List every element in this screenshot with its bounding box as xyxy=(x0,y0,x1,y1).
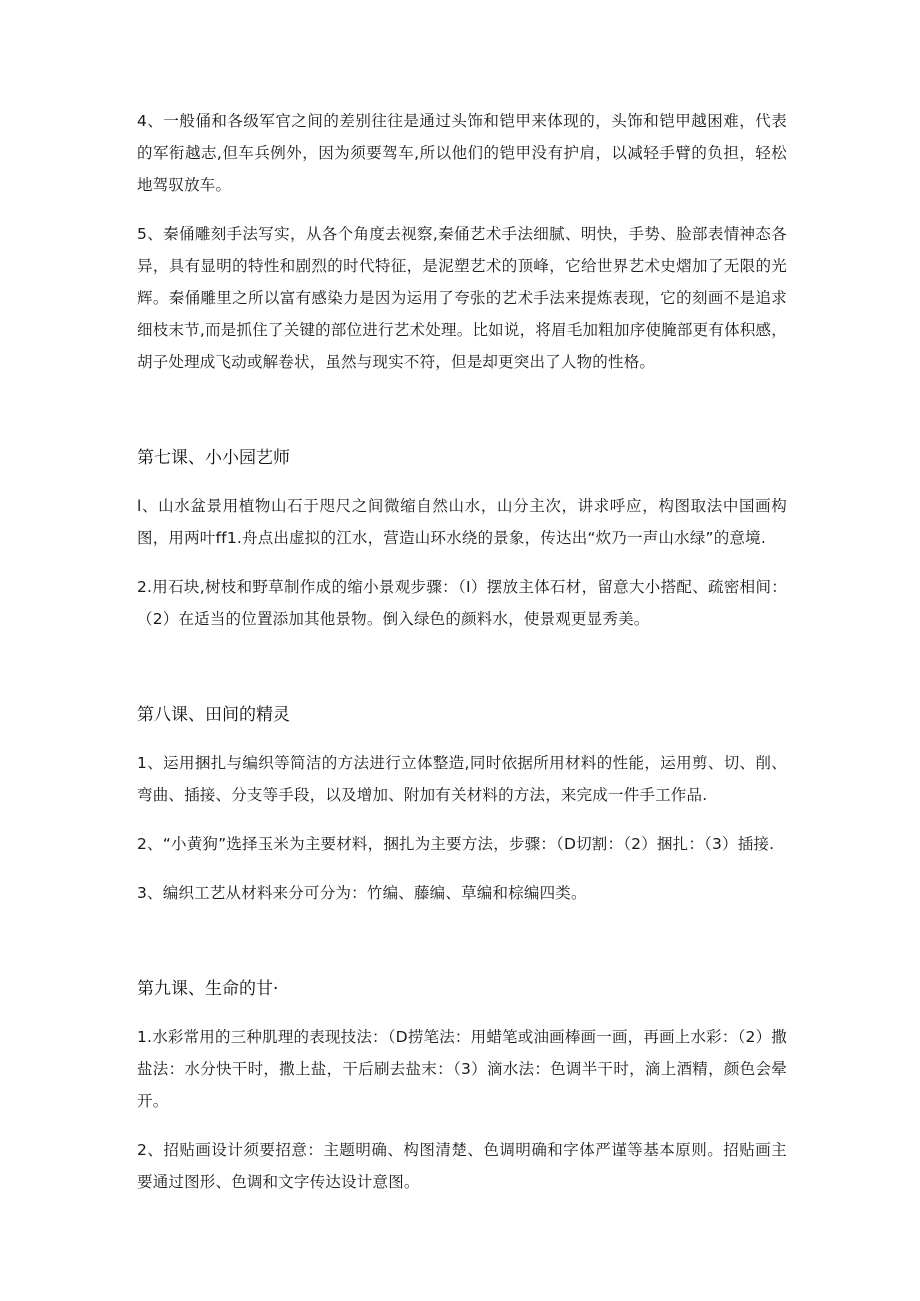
section-spacer xyxy=(137,652,787,700)
paragraph-terracotta-4: 4、一般俑和各级军官之间的差别往往是通过头饰和铠甲来体现的，头饰和铠甲越困难，代表的军衔越志,但车兵例外，因为须要驾车,所以他们的铠甲没有护肩，以减轻手臂的负担，轻松地驾驭放车。 xyxy=(137,112,787,194)
paragraph-terracotta-5: 5、秦俑雕刻手法写实，从各个角度去视察,秦俑艺术手法细腻、明快，手势、脸部表情神态各异，具有显明的特性和剧烈的时代特征，是泥塑艺术的顶峰，它给世界艺术史熠加了无限的光辉。秦俑雕里之所以富有感染力是因为运用了夸张的艺术手法来提炼表现，它的刻画不是追求细枝末节,而是抓住了关键的部位进行艺术处理。比如说，将眉毛加粗加序使腌部更有体积感，胡子处理成飞动或解卷状，虽然与现实不符，但是却更突出了人物的性格。 xyxy=(137,225,787,371)
lesson-8-paragraph-2: 2、“小黄狗”选择玉米为主要材料，捆扎为主要方法，步骤：（D切割：（2）捆扎：（3）插接. xyxy=(137,835,775,853)
lesson-9-heading: 第九课、生命的甘· xyxy=(137,979,279,999)
lesson-9-paragraph-2: 2、招贴画设计须要招意：主题明确、构图清楚、色调明确和字体严谨等基本原则。招贴画主要通过图形、色调和文字传达设计意图。 xyxy=(137,1141,787,1191)
lesson-7-paragraph-1: l、山水盆景用植物山石于咫尺之间微缩自然山水，山分主次，讲求呼应，构图取法中国画构图，用两叶ff1.舟点出虚拟的江水，营造山环水绕的景象，传达出“炊乃一声山水绿”的意境. xyxy=(137,497,787,547)
lesson-8-paragraph-1: 1、运用捆扎与编织等简洁的方法进行立体整造,同时依据所用材料的性能，运用剪、切、削、弯曲、插接、分支等手段，以及增加、附加有关材料的方法，来完成一件手工作品. xyxy=(137,754,787,804)
lesson-7-heading: 第七课、小小园艺师 xyxy=(137,448,290,468)
document-body xyxy=(137,105,787,1215)
lesson-8-paragraph-3: 3、编织工艺从材料来分可分为：竹编、藤编、草编和棕编四类。 xyxy=(137,884,587,902)
lesson-7-paragraph-2: 2.用石块,树枝和野草制作成的缩小景观步骤：（I）摆放主体石材，留意大小搭配、疏密相间：（2）在适当的位置添加其他景物。倒入绿色的颜料水，使景观更显秀美。 xyxy=(137,578,787,628)
lesson-9-paragraph-1: 1.水彩常用的三种肌理的表现技法：（D捞笔法：用蜡笔或油画棒画一画，再画上水彩：（2）撒盐法：水分快干时，撒上盐，干后刷去盐末：（3）滴水法：色调半干时，滴上酒精，颜色会晕开。 xyxy=(137,1028,787,1110)
section-spacer xyxy=(137,926,787,974)
lesson-8-heading: 第八课、田间的精灵 xyxy=(137,705,290,725)
section-spacer xyxy=(137,395,787,443)
